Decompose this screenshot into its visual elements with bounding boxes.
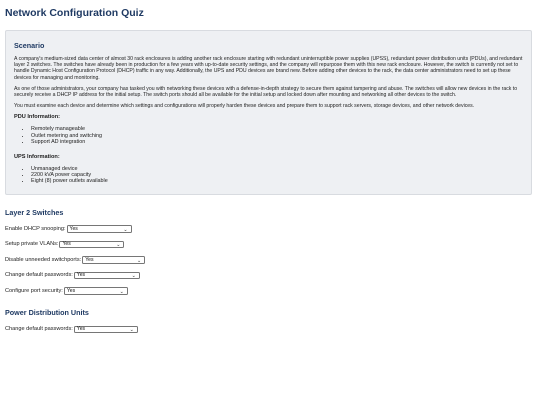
pdu-default-passwords-select[interactable] [74,326,138,334]
select-value: Yes [62,241,71,248]
select-value: Yes [85,256,94,263]
chevron-down-icon: ⌄ [136,257,142,264]
pdu-info-heading: PDU Information: [14,114,60,121]
private-vlans-select[interactable] [59,241,124,249]
list-item: • Outlet metering and switching [31,133,523,139]
disable-switchports-select[interactable] [82,256,145,264]
list-item: • 2200 kVA power capacity [31,172,523,178]
list-item: • Eight (8) power outlets available [31,178,523,184]
question-label: Disable unneeded switchports: [5,256,82,263]
question-row [5,271,532,279]
question-label: Setup private VLANs: [5,241,59,248]
select-value: Yes [66,287,76,294]
question-label: Change default passwords: [5,326,73,333]
select-value: Yes [69,225,78,232]
chevron-down-icon: ⌄ [123,226,128,233]
list-item: • Remotely manageable [31,126,523,132]
select-value: Yes [76,272,86,279]
ups-info-heading: UPS Information: [14,153,60,160]
scenario-heading: Scenario [14,41,45,50]
pdu-info-list [14,126,523,145]
scenario-paragraph: You must examine each device and determine which settings and configurations will properly harden these devices and prepare them to support rack servers, storage devices, and other network devices. [14,103,475,110]
l2-default-passwords-select[interactable] [74,272,140,280]
l2-switches-heading: Layer 2 Switches [5,207,64,217]
chevron-down-icon: ⌄ [131,273,136,280]
question-row [5,240,532,248]
list-item: • Support AD integration [31,139,523,145]
question-label: Change default passwords: [5,272,73,279]
chevron-down-icon: ⌄ [116,242,121,249]
pdu-section-heading: Power Distribution Units [5,308,89,318]
scenario-panel [5,30,532,195]
question-row [5,325,532,333]
scenario-paragraph: As one of those administrators, your company has tasked you with networking these devices with a defense-in-depth strategy to secure them against tampering and abuse. The switches will allow new devices in the rack to securely receive a DHCP IP address for the initial setup. The switch ports should all be available for the initial setup and locked down after mounting and networking all other devices to the switch. [14,85,518,99]
question-label: Enable DHCP snooping: [5,225,66,232]
question-row [5,287,532,295]
page-title: Network Configuration Quiz [5,7,144,19]
dhcp-snooping-select[interactable] [67,225,132,233]
question-label: Configure port security: [5,287,63,294]
scenario-paragraph: A company's medium-sized data center of almost 30 rack enclosures is adding another rack enclosure starting with redundant uninterruptible power supplies (UPSS), redundant power distribution units (PDUs), and redundant layer 2 switches. The switches have already been in production for a few years with up-to-date security settings, and the company will repurpose them with this new rack enclosure. However, the switch is currently not set to handle Dynamic Host Configuration Protocol (DHCP) traffic in any way. Additionally, the UPS and PDU devices are brand new. Before adding other devices to the rack, the data center administrators need to set up these devices for managing and monitoring. [14,56,523,81]
question-row [5,225,532,233]
question-row [5,256,532,264]
port-security-select[interactable] [64,287,128,295]
chevron-down-icon: ⌄ [129,327,134,334]
ups-info-list [14,166,523,185]
list-item: • Unmanaged device [31,166,523,172]
select-value: Yes [76,326,86,333]
chevron-down-icon: ⌄ [119,288,124,295]
